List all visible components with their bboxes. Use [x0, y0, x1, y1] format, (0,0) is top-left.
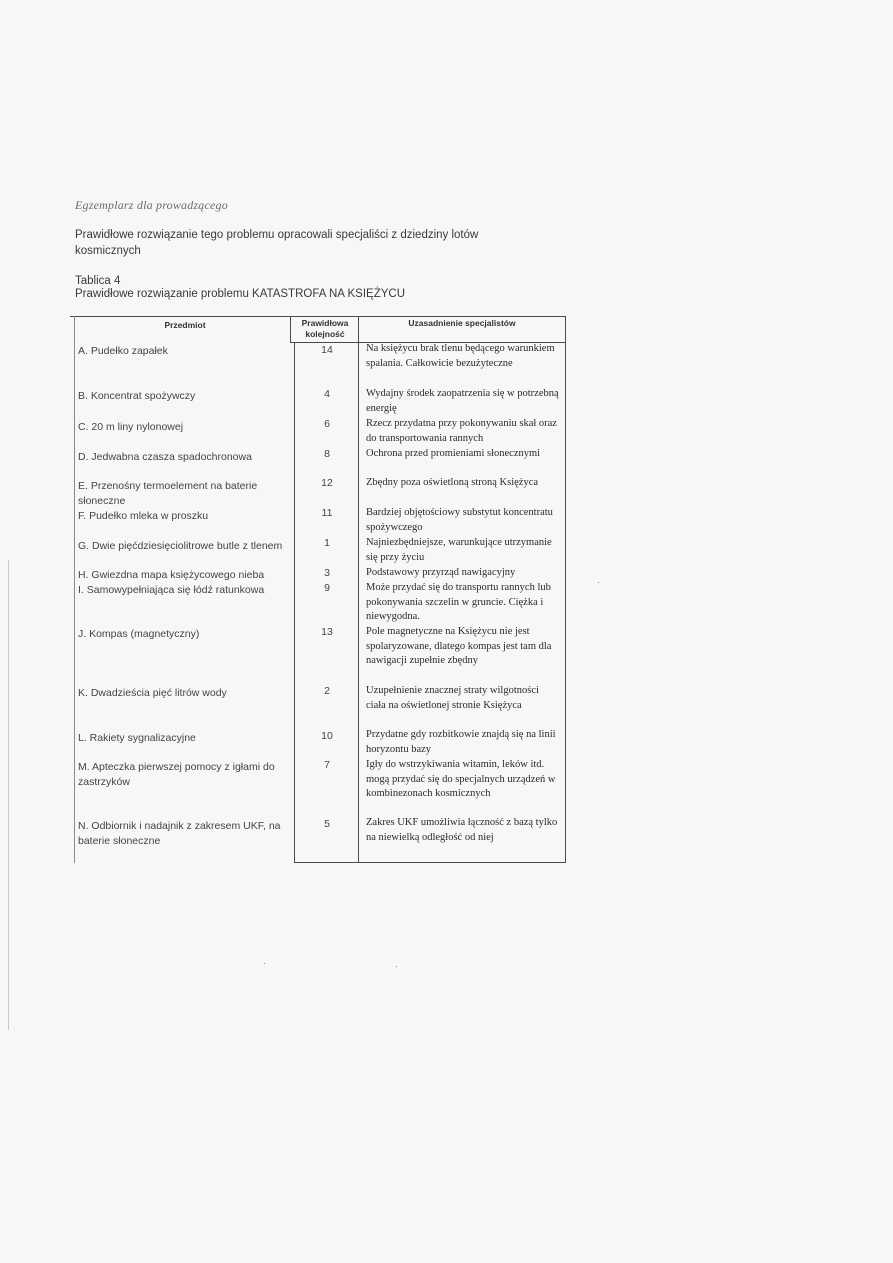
table-row-item: G. Dwie pięćdziesięciolitrowe butle z tlenem: [78, 540, 283, 552]
table-row-rank: 7: [324, 759, 330, 771]
table-row-rank: 1: [324, 537, 330, 549]
table-row-rank: 12: [321, 477, 333, 489]
table-row-reason: Może przydać się do transportu rannych lub pokonywania szczelin w gruncie. Ciężka i niewygodna.: [366, 582, 551, 623]
table-row-reason: Najniezbędniejsze, warunkujące utrzymanie się przy życiu: [366, 537, 552, 563]
header-reason: Uzasadnienie specjalistów: [408, 318, 516, 328]
header-item: Przedmiot: [164, 320, 206, 330]
table-row-item: C. 20 m liny nylonowej: [78, 421, 184, 433]
table-row-reason: Zbędny poza oświetloną stroną Księżyca: [366, 477, 539, 488]
header-rank: Prawidłowa kolejność: [301, 318, 349, 339]
table-row-reason: Podstawowy przyrząd nawigacyjny: [366, 567, 516, 578]
table-row-reason: Pole magnetyczne na Księżycu nie jest spolaryzowane, dlatego kompas jest tam dla nawigacji zupełnie zbędny: [366, 626, 552, 667]
table-row-item: A. Pudełko zapałek: [78, 345, 168, 357]
table-row-reason: Ochrona przed promieniami słonecznymi: [366, 448, 541, 459]
table-row-reason: Wydajny środek zaopatrzenia się w potrzebną energię: [366, 388, 559, 414]
table-row-reason: Przydatne gdy rozbitkowie znajdą się na linii horyzontu bazy: [366, 729, 556, 755]
table-row-rank: 3: [324, 567, 330, 579]
table-row-item: I. Samowypełniająca się łódź ratunkowa: [78, 584, 265, 596]
scan-speck: [264, 963, 265, 964]
table-top-border: [70, 316, 566, 317]
table-row-rank: 9: [324, 582, 330, 594]
table-row-item: E. Przenośny termoelement na baterie słoneczne: [78, 480, 258, 507]
column-divider-reason: [358, 316, 359, 863]
table-row-reason: Zakres UKF umożliwia łączność z bazą tylko na niewielką odległość od niej: [366, 817, 558, 843]
table-row-reason: Rzecz przydatna przy pokonywaniu skał oraz do transportowania rannych: [366, 418, 557, 444]
table-row-rank: 6: [324, 418, 330, 430]
scan-edge-line: [8, 560, 9, 1030]
table-row-reason: Na księżycu brak tlenu będącego warunkiem spalania. Całkowicie bezużyteczne: [366, 343, 555, 369]
table-row-reason: Igły do wstrzykiwania witamin, leków itd. mogą przydać się do specjalnych urządzeń w kombinezonach kosmicznych: [366, 759, 556, 800]
solution-table: [70, 316, 566, 863]
table-row-item: L. Rakiety sygnalizacyjne: [78, 732, 196, 744]
table-row-item: F. Pudełko mleka w proszku: [78, 510, 209, 522]
table-row-item: B. Koncentrat spożywczy: [78, 390, 196, 402]
table-row-item: N. Odbiornik i nadajnik z zakresem UKF, na baterie słoneczne: [78, 820, 281, 847]
table-row-reason: Bardziej objętościowy substytut koncentratu spożywczego: [366, 507, 553, 533]
table-row-rank: 5: [324, 818, 330, 830]
table-row-rank: 11: [321, 507, 333, 519]
column-divider-rank-body: [294, 342, 295, 863]
table-label: Tablica 4: [75, 275, 121, 287]
column-divider-rank: [290, 316, 291, 342]
table-row-reason: Uzupełnienie znacznej straty wilgotności ciała na oświetlonej stronie Księżyca: [366, 685, 539, 711]
table-bottom-border: [294, 862, 566, 863]
table-row-item: M. Apteczka pierwszej pomocy z igłami do zastrzyków: [78, 761, 275, 788]
intro-paragraph: Prawidłowe rozwiązanie tego problemu opracowali specjaliści z dziedziny lotów kosmicznych: [75, 229, 479, 257]
table-row-rank: 2: [324, 685, 330, 697]
table-row-rank: 4: [324, 388, 330, 400]
scan-speck: [396, 966, 397, 967]
table-row-item: H. Gwiezdna mapa księżycowego nieba: [78, 569, 265, 581]
table-left-border: [74, 316, 75, 863]
table-row-rank: 8: [324, 448, 330, 460]
table-row-rank: 13: [321, 626, 333, 638]
scan-speck: [598, 582, 599, 583]
table-row-item: K. Dwadzieścia pięć litrów wody: [78, 687, 227, 699]
table-right-border: [565, 316, 566, 863]
table-caption: Prawidłowe rozwiązanie problemu KATASTROFA NA KSIĘŻYCU: [75, 288, 405, 300]
table-row-rank: 10: [321, 730, 333, 742]
header-note: Egzemplarz dla prowadzącego: [75, 198, 228, 212]
table-row-rank: 14: [321, 344, 333, 356]
table-row-item: J. Kompas (magnetyczny): [78, 628, 200, 640]
table-row-item: D. Jedwabna czasza spadochronowa: [78, 451, 252, 463]
